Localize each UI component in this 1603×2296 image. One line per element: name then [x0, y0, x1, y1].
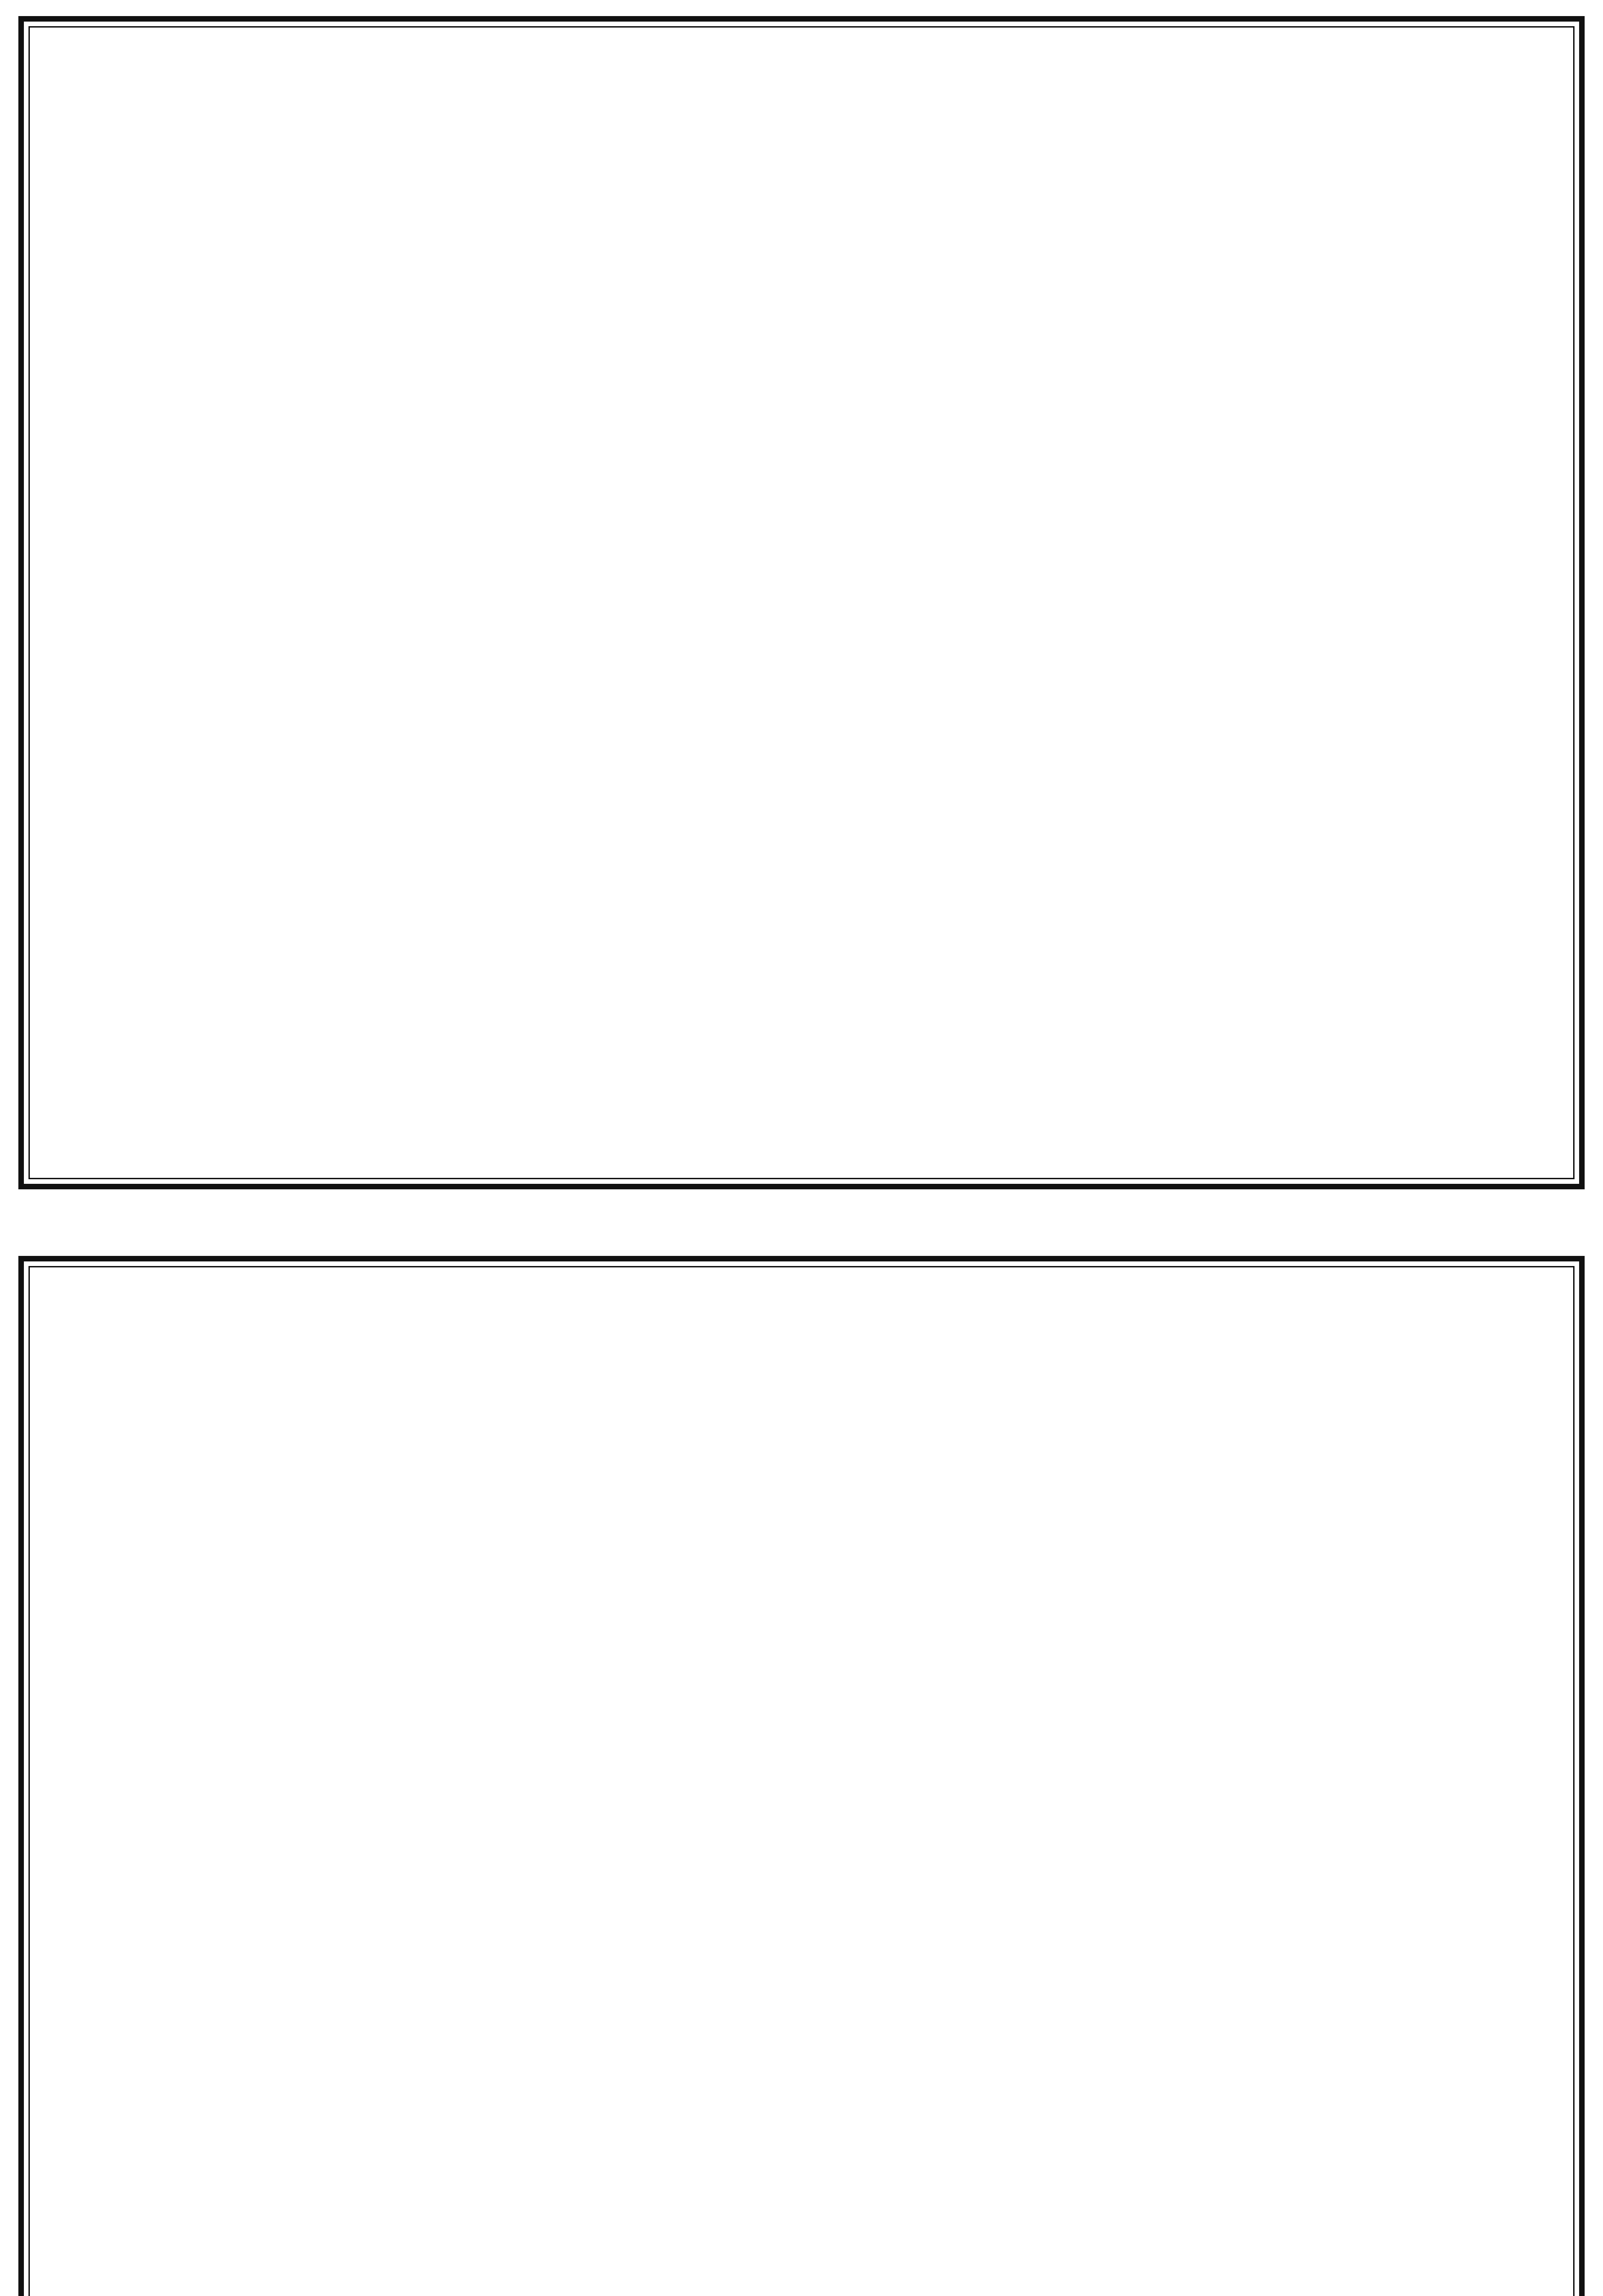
lower-page-panel — [18, 1256, 1585, 2296]
upper-page-panel — [18, 16, 1585, 1189]
